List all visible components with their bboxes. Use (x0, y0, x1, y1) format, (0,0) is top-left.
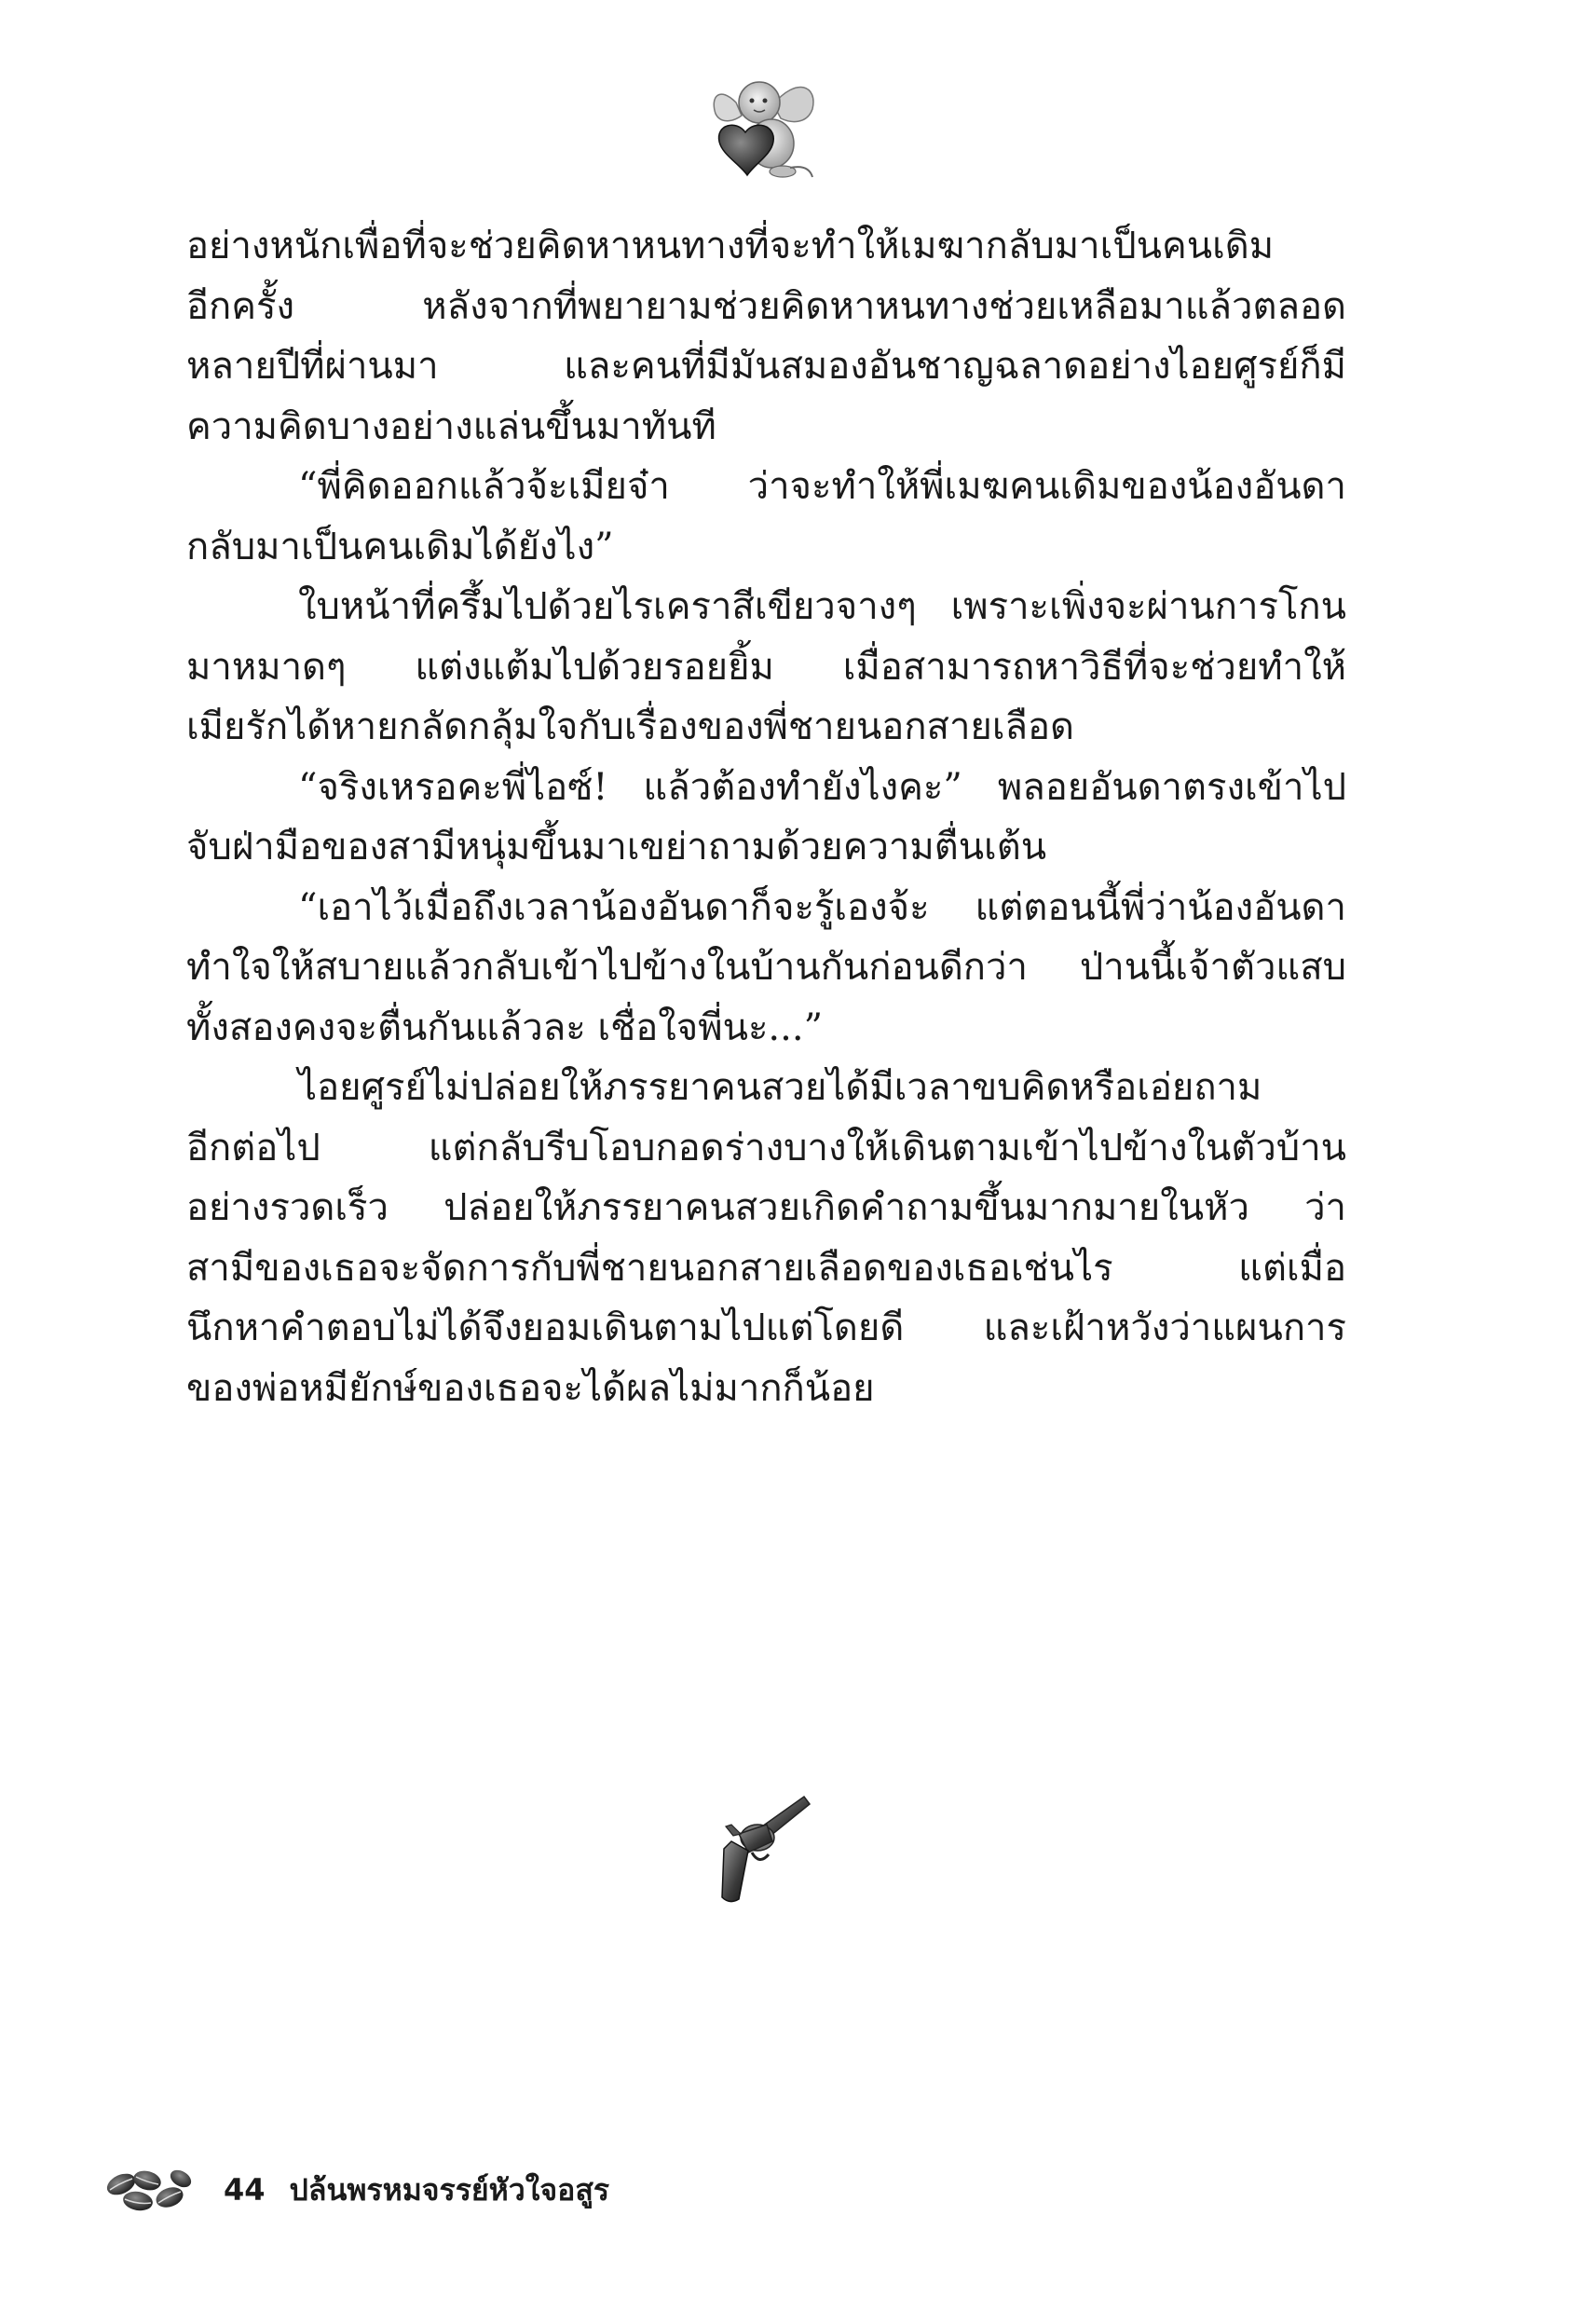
text-line: “พี่คิดออกแล้วจ้ะเมียจ๋า ว่าจะทำให้พี่เมฆคนเดิมของน้องอันดา (298, 465, 1346, 508)
text-line: มาหมาดๆ แต่งแต้มไปด้วยรอยยิ้ม เมื่อสามารถหาวิธีที่จะช่วยทำให้ (186, 645, 1346, 689)
text-line: “เอาไว้เมื่อถึงเวลาน้องอันดาก็จะรู้เองจ้ะ แต่ตอนนี้พี่ว่าน้องอันดา (298, 885, 1346, 929)
coffee-beans-icon (102, 2164, 196, 2216)
text-line: กลับมาเป็นคนเดิมได้ยังไง” (186, 525, 614, 568)
text-line: อย่างหนักเพื่อที่จะช่วยคิดหาหนทางที่จะทำให้เมฆากลับมาเป็นคนเดิม (186, 225, 1275, 267)
text-line: หลายปีที่ผ่านมา และคนที่มีมันสมองอันชาญฉลาดอย่างไอยศูรย์ก็มี (186, 345, 1346, 388)
text-line: ใบหน้าที่ครึ้มไปด้วยไรเคราสีเขียวจางๆ เพราะเพิ่งจะผ่านการโกน (298, 585, 1346, 628)
text-line: อย่างรวดเร็ว ปล่อยให้ภรรยาคนสวยเกิดคำถามขึ้นมากมายในหัว ว่า (186, 1186, 1346, 1229)
body-text (186, 216, 1346, 1418)
page-footer (102, 2162, 609, 2218)
text-line: ทำใจให้สบายแล้วกลับเข้าไปข้างในบ้านกันก่อนดีกว่า ป่านนี้เจ้าตัวแสบ (186, 946, 1346, 989)
revolver-icon (711, 1789, 813, 1910)
text-line: ของพ่อหมียักษ์ของเธอจะได้ผลไม่มากก็น้อย (186, 1366, 875, 1410)
cupid-heart-icon (708, 67, 820, 188)
text-line: สามีของเธอจะจัดการกับพี่ชายนอกสายเลือดของเธอเช่นไร แต่เมื่อ (186, 1246, 1346, 1290)
text-line: อีกต่อไป แต่กลับรีบโอบกอดร่างบางให้เดินตามเข้าไปข้างในตัวบ้าน (186, 1126, 1346, 1169)
text-line: ไอยศูรย์ไม่ปล่อยให้ภรรยาคนสวยได้มีเวลาขบคิดหรือเอ่ยถาม (298, 1066, 1262, 1109)
text-line: จับฝ่ามือของสามีหนุ่มขึ้นมาเขย่าถามด้วยความตื่นเต้น (186, 826, 1047, 868)
text-line: ทั้งสองคงจะตื่นกันแล้วละ เชื่อใจพี่นะ...” (186, 1005, 824, 1049)
page-number: 44 (224, 2172, 266, 2208)
text-line: เมียรักได้หายกลัดกลุ้มใจกับเรื่องของพี่ชายนอกสายเลือด (186, 705, 1075, 748)
text-line: อีกครั้ง หลังจากที่พยายามช่วยคิดหาหนทางช่วยเหลือมาแล้วตลอด (186, 284, 1346, 328)
text-line: ความคิดบางอย่างแล่นขึ้นมาทันที (186, 404, 716, 448)
book-title: ปล้นพรหมจรรย์หัวใจอสูร (289, 2171, 610, 2208)
text-line: นึกหาคำตอบไม่ได้จึงยอมเดินตามไปแต่โดยดี และเฝ้าหวังว่าแผนการ (186, 1306, 1346, 1349)
text-line: “จริงเหรอคะพี่ไอซ์! แล้วต้องทำยังไงคะ” พลอยอันดาตรงเข้าไป (298, 765, 1346, 809)
